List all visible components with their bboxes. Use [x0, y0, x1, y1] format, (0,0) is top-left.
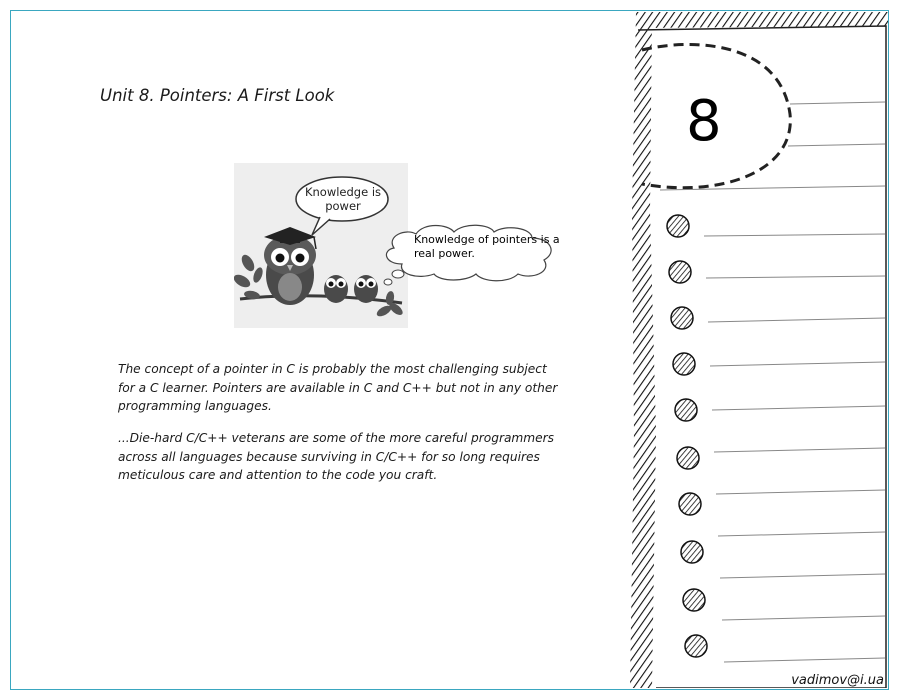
cloud-text: Knowledge of pointers is a real power.: [414, 233, 560, 260]
author-signature: vadimov@i.ua: [791, 673, 884, 688]
slide-title: Unit 8. Pointers: A First Look: [100, 86, 335, 105]
paragraph-1: The concept of a pointer in C is probably the most challenging subject for a C learner. Pointers are available in C and C++ but not in any other programming languages.: [118, 362, 558, 413]
chapter-number: 8: [686, 89, 722, 154]
notebook-illustration: [630, 12, 892, 688]
paragraph-2: ...Die-hard C/C++ veterans are some of the more careful programmers across all languages because surviving in C/C++ for so long requires meticulous care and attention to the code you craft.: [118, 431, 555, 482]
owl-bubble-text: Knowledge is power: [304, 185, 382, 213]
